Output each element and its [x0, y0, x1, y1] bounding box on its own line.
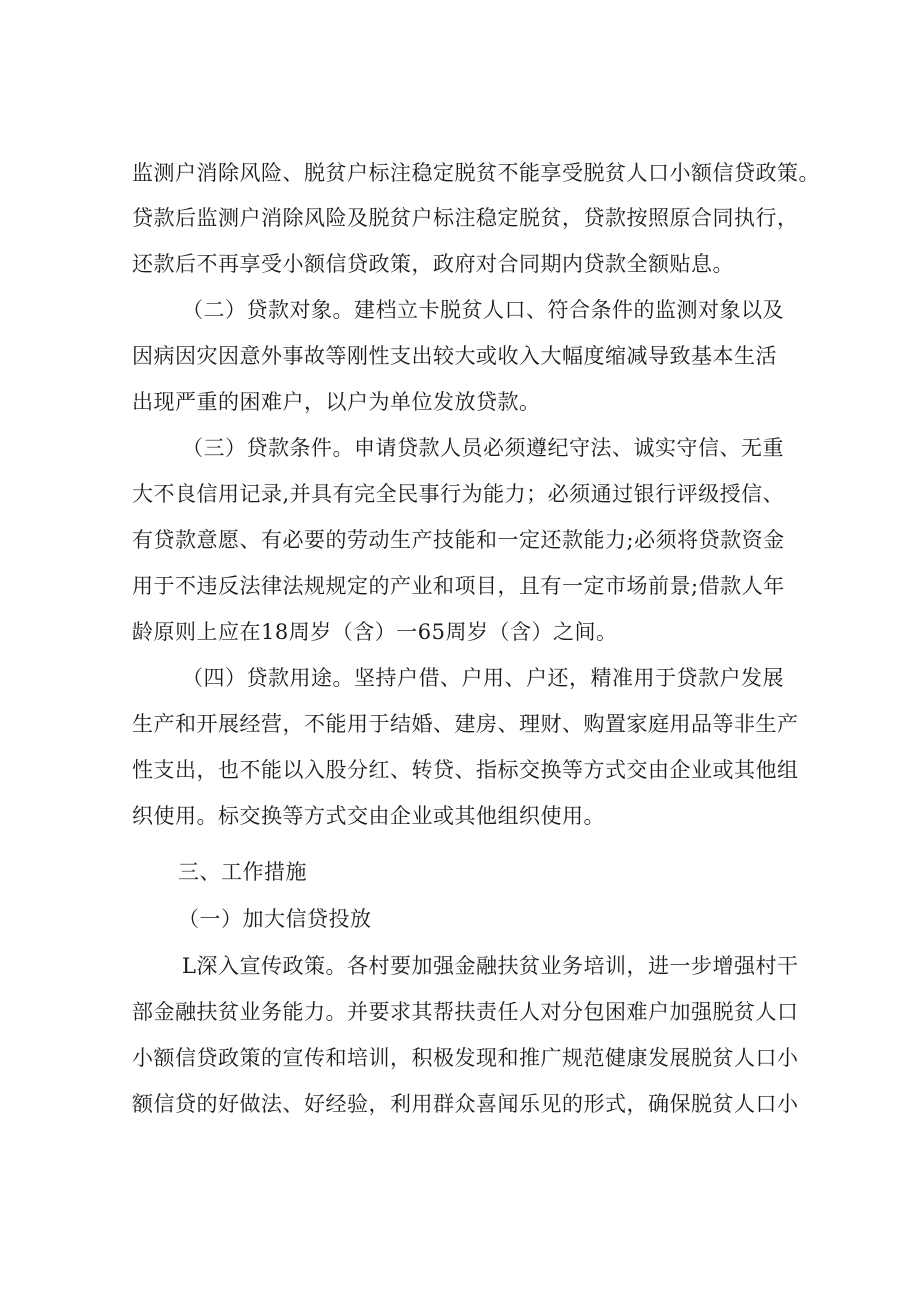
- paragraph-line: 因病因灾因意外事故等刚性支出较大或收入大幅度缩减导致基本生活: [132, 344, 777, 368]
- paragraph-line: 大不良信用记录,并具有完全民事行为能力；必须通过银行评级授信、: [132, 482, 785, 506]
- section-2-first-line: （二）贷款对象。建档立卡脱贫人口、符合条件的监测对象以及: [182, 298, 784, 322]
- paragraph-line: 贷款后监测户消除风险及脱贫户标注稳定脱贫，贷款按照原合同执行，: [132, 206, 799, 230]
- subsection-heading: （一）加大信贷投放: [178, 907, 372, 931]
- paragraph-line: 小额信贷政策的宣传和培训，积极发现和推广规范健康发展脱贫人口小: [132, 1046, 799, 1070]
- section-4-first-line: （四）贷款用途。坚持户借、户用、户还，精准用于贷款户发展: [182, 666, 784, 690]
- paragraph-line: 额信贷的好做法、好经验，利用群众喜闻乐见的形式，确保脱贫人口小: [132, 1092, 799, 1116]
- paragraph-line: 织使用。标交换等方式交由企业或其他组织使用。: [132, 804, 605, 828]
- paragraph-line: 部金融扶贫业务能力。并要求其帮扶责任人对分包困难户加强脱贫人口: [132, 1000, 799, 1024]
- section-heading: 三、工作措施: [178, 860, 307, 884]
- paragraph-line: 出现严重的困难户，以户为单位发放贷款。: [132, 390, 541, 414]
- section-3-first-line: （三）贷款条件。申请贷款人员必须遵纪守法、诚实守信、无重: [182, 436, 784, 460]
- paragraph-line: 龄原则上应在18周岁（含）一65周岁（含）之间。: [132, 620, 618, 644]
- paragraph-line: 性支出，也不能以入股分红、转贷、指标交换等方式交由企业或其他组: [132, 758, 799, 782]
- paragraph-line: 还款后不再享受小额信贷政策，政府对合同期内贷款全额贴息。: [132, 252, 734, 276]
- paragraph-line: 生产和开展经营，不能用于结婚、建房、理财、购置家庭用品等非生产: [132, 712, 799, 736]
- item-1-first-line: L深入宣传政策。各村要加强金融扶贫业务培训，进一步增强村干: [182, 954, 799, 978]
- paragraph-line: 监测户消除风险、脱贫户标注稳定脱贫不能享受脱贫人口小额信贷政策。: [132, 161, 820, 185]
- paragraph-line: 有贷款意愿、有必要的劳动生产技能和一定还款能力;必须将贷款资金: [132, 528, 785, 552]
- paragraph-line: 用于不违反法律法规规定的产业和项目，且有一定市场前景;借款人年: [132, 574, 785, 598]
